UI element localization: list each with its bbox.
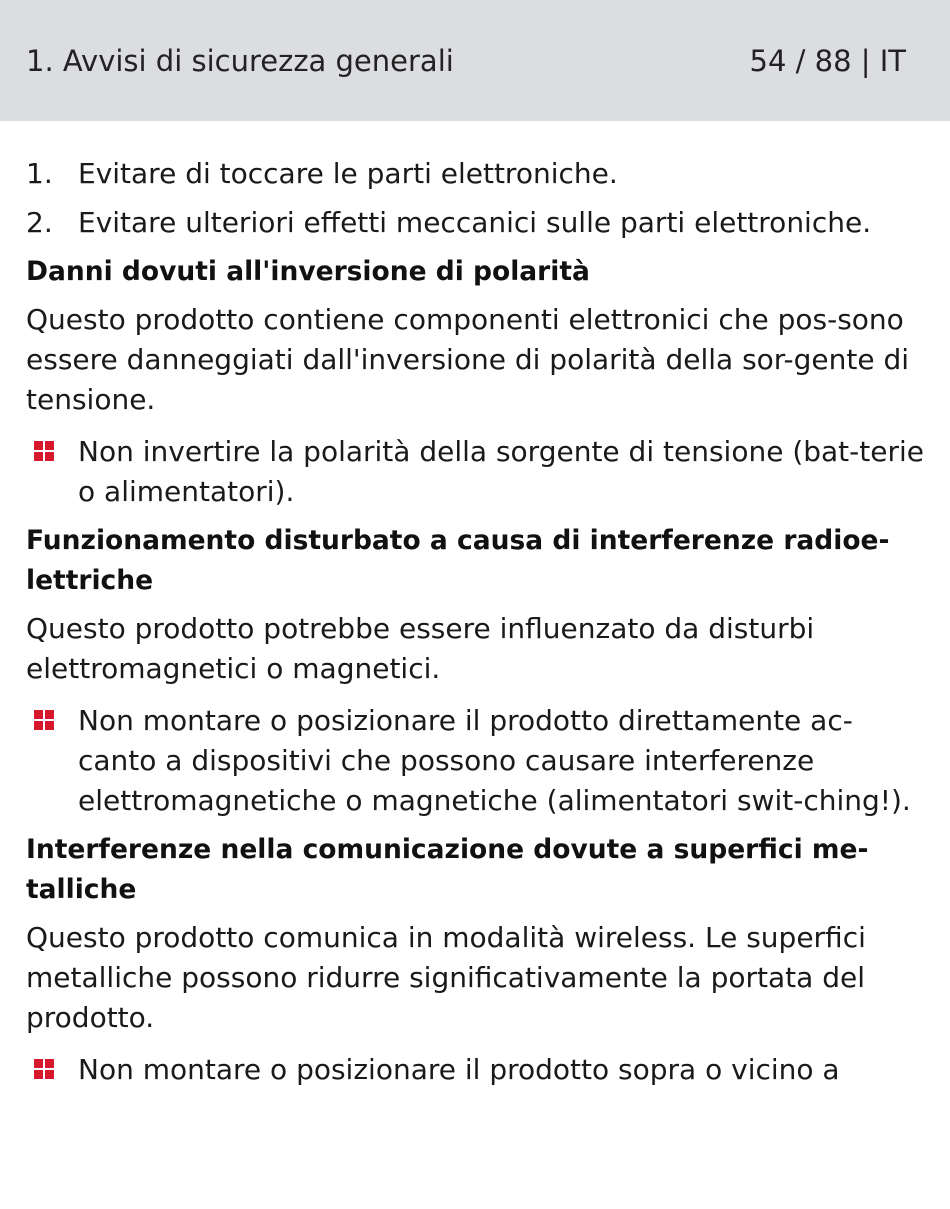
list-item (26, 203, 924, 243)
bullet-item (26, 432, 924, 512)
page-content (0, 154, 950, 1090)
list-marker: 2. (26, 206, 53, 239)
list-marker: 1. (26, 157, 53, 190)
section-metal-surfaces (26, 830, 924, 1090)
bullet-text: Non montare o posizionare il prodotto direttamente ac-canto a dispositivi che possono causare interferenze elettromagnetiche o magnetiche (alimentatori swit-ching!). (78, 704, 911, 817)
bullet-item (26, 1050, 924, 1090)
list-item (26, 154, 924, 194)
section-polarity (26, 252, 924, 512)
red-square-grid-icon (34, 1059, 54, 1079)
section-heading: Danni dovuti all'inversione di polarità (26, 256, 590, 287)
section-heading: Interferenze nella comunicazione dovute a superfici me-talliche (26, 834, 869, 905)
list-item-text: Evitare ulteriori effetti meccanici sulle parti elettroniche. (78, 206, 872, 239)
section-body: Questo prodotto potrebbe essere influenzato da disturbi elettromagnetici o magnetici. (26, 612, 815, 685)
numbered-list (26, 154, 924, 243)
page-number: 54 / 88 | IT (749, 43, 906, 78)
red-square-grid-icon (34, 441, 54, 461)
section-radio-interference (26, 521, 924, 821)
section-heading: Funzionamento disturbato a causa di interferenze radioe-lettriche (26, 525, 890, 596)
bullet-item (26, 701, 924, 821)
section-title: 1. Avvisi di sicurezza generali (26, 43, 454, 78)
section-body: Questo prodotto comunica in modalità wireless. Le superfici metalliche possono ridurre significativamente la portata del prodotto. (26, 921, 866, 1034)
section-body: Questo prodotto contiene componenti elettronici che pos-sono essere danneggiati dall'inversione di polarità della sor-gente di tensione. (26, 303, 910, 416)
bullet-text: Non invertire la polarità della sorgente di tensione (bat-terie o alimentatori). (78, 435, 924, 508)
red-square-grid-icon (34, 710, 54, 730)
list-item-text: Evitare di toccare le parti elettroniche. (78, 157, 618, 190)
bullet-text: Non montare o posizionare il prodotto sopra o vicino a (78, 1053, 840, 1086)
page-header (0, 0, 950, 121)
